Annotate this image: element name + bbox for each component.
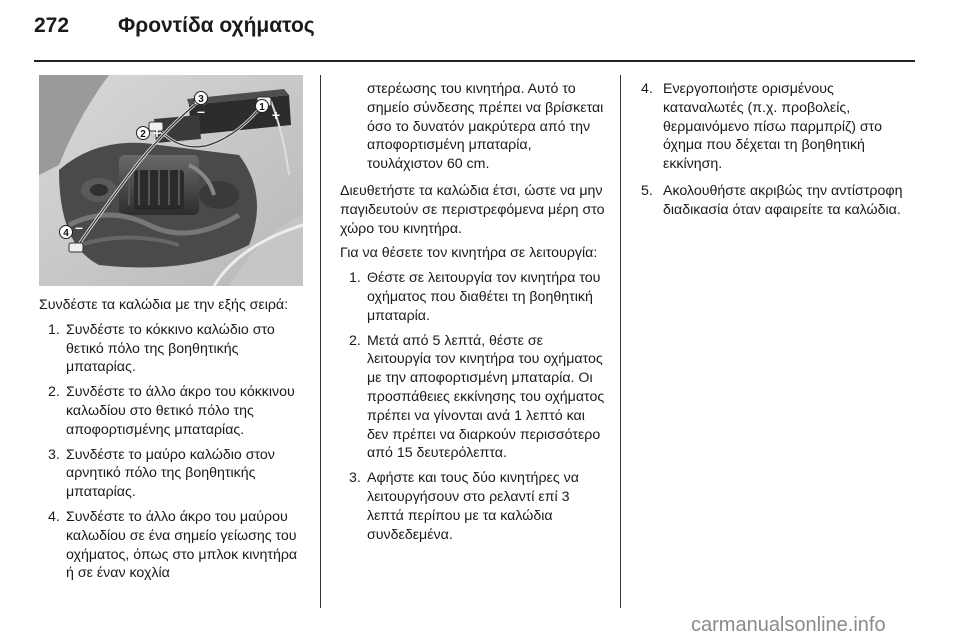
connection-steps: [39, 321, 307, 583]
step-number: 4.: [641, 81, 653, 97]
step-text: Συνδέστε το κόκκινο καλώδιο στο θετικό πόλο της βοηθητικής μπαταρίας.: [66, 321, 275, 376]
step-text: Αφήστε και τους δύο κινητήρες να λειτουργήσουν στο ρελαντί επί 3 λεπτά περίπου με τα καλώδια συνδεδεμένα.: [367, 470, 579, 543]
step-text: Συνδέστε το μαύρο καλώδιο στον αρνητικό πόλο της βοηθητικής μπαταρίας.: [66, 446, 275, 501]
step-text: Μετά από 5 λεπτά, θέστε σε λειτουργία τον κινητήρα του οχήματος με την αποφορτισμένη μπαταρία. Οι προσπάθειες εκκίνησης του οχήματος πρέπει να γίνονται ανά 1 λεπτό και δεν πρέπει να διαρκούν περισσότερο από 15 δευτερόλεπτα.: [367, 332, 605, 462]
column-left: [39, 296, 307, 589]
step-number: 1.: [349, 270, 361, 287]
callout-2-sign: +: [152, 125, 162, 141]
step-text: Ενεργοποιήστε ορισμένους καταναλωτές (π.χ. προβολείς, θερμαινόμενο πίσω παρμπρίζ) στο όχημα που δέχεται τη βοηθητική εκκίνηση.: [663, 81, 882, 173]
step-number: 1.: [48, 321, 60, 338]
continued-text: στερέωσης του κινητήρα. Αυτό το σημείο σύνδεσης πρέπει να βρίσκεται όσο το δυνατόν μακρύτερα από την αποφορτισμένη μπαταρία, τουλάχιστον 60 cm.: [367, 81, 604, 173]
start-engine-heading: Για να θέσετε τον κινητήρα σε λειτουργία:: [340, 245, 598, 262]
column-right: [641, 80, 907, 228]
step-number: 3.: [48, 446, 60, 463]
start-steps: [340, 269, 606, 544]
list-item: [39, 321, 307, 377]
step-number: 4.: [48, 508, 60, 525]
step-number: 3.: [349, 470, 361, 487]
step-text: Συνδέστε το άλλο άκρο του κόκκινου καλωδίου στο θετικό πόλο της αποφορτισμένης μπαταρίας.: [66, 384, 295, 438]
callout-1-number: 1: [259, 102, 265, 113]
list-item: [641, 182, 907, 220]
list-item: [340, 269, 606, 325]
page-number: 272: [34, 14, 70, 37]
step-text: Θέστε σε λειτουργία τον κινητήρα του οχήματος που διαθέτει τη βοηθητική μπαταρία.: [367, 270, 601, 324]
callout-4-number: 4: [63, 228, 69, 239]
page-title: Φροντίδα οχήματος: [118, 14, 315, 37]
list-item: [39, 508, 307, 583]
cable-routing-text: Διευθετήστε τα καλώδια έτσι, ώστε να μην παγιδευτούν σε περιστρεφόμενα μέρη στο χώρο του κινητήρα.: [340, 182, 605, 237]
step-text: Συνδέστε το άλλο άκρο του μαύρου καλωδίου σε ένα σημείο γείωσης του οχήματος, όπως στο μπλοκ κινητήρα ή σε έναν κοχλία: [66, 508, 298, 582]
callout-2-number: 2: [140, 129, 146, 140]
intro-text: Συνδέστε τα καλώδια με την εξής σειρά:: [39, 297, 289, 313]
list-item: [39, 446, 307, 502]
callout-1-sign: +: [271, 107, 281, 123]
list-item: [340, 332, 606, 464]
column-divider: [320, 75, 321, 608]
jump-start-illustration: [39, 75, 303, 286]
list-item: [39, 383, 307, 439]
step-number: 2.: [48, 384, 60, 401]
callout-3-number: 3: [198, 94, 204, 105]
header-rule: [34, 60, 915, 62]
callout-3-sign: –: [197, 103, 205, 119]
list-item: [340, 469, 606, 544]
column-divider: [620, 75, 621, 608]
step-text: Ακολουθήστε ακριβώς την αντίστροφη διαδικασία όταν αφαιρείτε τα καλώδια.: [663, 182, 903, 218]
callout-4-sign: –: [75, 219, 83, 235]
list-item: [641, 80, 907, 174]
final-steps: [641, 80, 907, 220]
column-middle: [340, 80, 606, 550]
watermark-text: carmanualsonline.info: [691, 614, 886, 636]
step-number: 2.: [349, 332, 361, 349]
step-number: 5.: [641, 182, 653, 199]
